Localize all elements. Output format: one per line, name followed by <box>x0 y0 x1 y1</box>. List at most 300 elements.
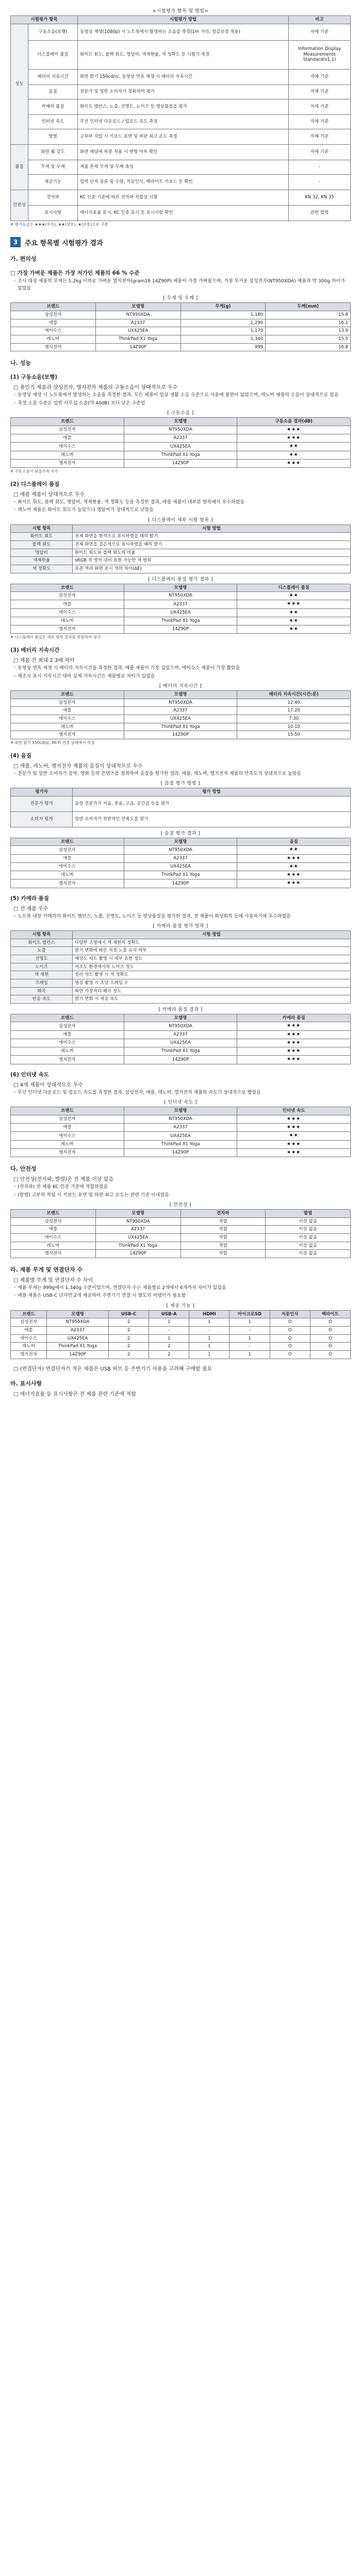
cell-model: ThinkPad X1 Yoga <box>124 451 237 459</box>
cell-usba: - <box>149 1327 189 1335</box>
cell-emf: 적합 <box>180 1226 266 1234</box>
cell-model: UX425EA <box>124 862 237 871</box>
cell-fingerprint: O <box>270 1334 310 1343</box>
table-note: ※ 디스플레이 품질은 세부 항목 결과를 종합하여 평가 <box>10 635 101 640</box>
cell-model: NT950XDA <box>47 1318 109 1327</box>
overview-row-item: 무게 및 두께 <box>28 160 78 174</box>
rating-stars: ★★★ <box>237 1056 351 1064</box>
table-header: 모델명 <box>47 1310 109 1318</box>
cell-model: ThinkPad X1 Yoga <box>95 1242 180 1250</box>
overview-group-label: 성능 <box>11 24 28 144</box>
section-title: 주요 항목별 시험평가 결과 <box>25 239 103 247</box>
cell-backlight: O <box>310 1327 350 1335</box>
table-row <box>11 707 351 715</box>
cell-method: 저조도 환경에서의 노이즈 정도 <box>73 963 351 971</box>
overview-row-note: 자체 기준 <box>289 129 351 144</box>
table-row <box>11 947 351 955</box>
cell-method: 일반 소비자가 전반적인 만족도를 평가 <box>73 811 351 827</box>
cell-model: 14Z90P <box>124 879 237 888</box>
table-header: 모델명 <box>124 418 237 426</box>
cell-brand: 삼성전자 <box>11 1217 96 1226</box>
table-row <box>11 963 351 971</box>
cell-model: 14Z90P <box>124 1148 237 1157</box>
table-header: 평가자 <box>11 788 73 796</box>
cell-brand: 레노버 <box>11 1047 124 1056</box>
cell-brand: 엘지전자 <box>11 1056 124 1064</box>
item-title: (3) 배터리 지속시간 <box>10 647 60 654</box>
overview-row-note: 자체 기준 <box>289 144 351 160</box>
rating-stars: ★★ <box>237 846 351 854</box>
overview-row-item: 표시사항 <box>28 205 78 221</box>
cell-model: ThinkPad X1 Yoga <box>124 723 237 731</box>
item-title: (5) 카메라 품질 <box>10 895 49 902</box>
overview-row-method: 화면 밝기 150cd/㎡, 동영상 연속 재생 시 배터리 지속시간 <box>78 69 289 84</box>
cell-method: 음향 전문가가 저음, 중음, 고음, 공간감 등을 평가 <box>73 796 351 811</box>
table-row <box>11 1250 351 1258</box>
cell-model: 14Z90P <box>124 731 237 739</box>
camera-result-table <box>10 1014 351 1064</box>
cell-emf: 적합 <box>180 1250 266 1258</box>
cell-heat: 이상 없음 <box>266 1242 351 1250</box>
cell-model: UX425EA <box>95 1233 180 1242</box>
table-row <box>11 541 351 549</box>
cell-model: 14Z90P <box>95 343 180 351</box>
finding-bullet: ◦ (발열) 고부하 작업 시 키보드 표면 및 하판 최고 온도는 관련 기준 이내였음 <box>13 1192 169 1198</box>
table-row <box>11 434 351 443</box>
overview-footnote: ※ 평가등급은 ★★★(우수), ★★(양호), ★(보통)으로 구분 <box>10 222 108 227</box>
cell-sd: - <box>229 1327 270 1335</box>
safety-table <box>10 1209 351 1258</box>
overview-row-method: 에너지효율 표시, KC 인증 표시 등 표시사항 확인 <box>78 205 289 221</box>
table-header: 배터리 지속시간(시간:분) <box>237 691 351 699</box>
overview-row-note: 자체 기준 <box>289 114 351 129</box>
cell-fingerprint: O <box>270 1318 310 1327</box>
cell-item: 소비자 평가 <box>11 811 73 827</box>
cell-brand: 에이수스 <box>11 327 96 335</box>
camera-method-table <box>10 930 351 1004</box>
table-header: 두께(mm) <box>266 303 351 311</box>
table-caption: [ 안전성 ] <box>169 1202 192 1208</box>
cell-brand: 애플 <box>11 854 124 862</box>
overview-row-method: 전문가 및 일반 소비자가 청취하여 평가 <box>78 84 289 99</box>
table-header: 모델명 <box>124 584 237 592</box>
table-header: 디스플레이 품질 <box>237 584 351 592</box>
table-header: 모델명 <box>95 1210 180 1218</box>
overview-row-note: 자체 기준 <box>289 84 351 99</box>
table-note: ※ 구동소음이 낮을수록 우수 <box>10 469 59 473</box>
cell-brand: 레노버 <box>11 617 124 625</box>
overview-row-method: 제품 본체 무게 및 두께 측정 <box>78 160 289 174</box>
cell-brand: 에이수스 <box>11 1233 96 1242</box>
rating-stars: ★★★ <box>237 871 351 879</box>
table-caption: [ 카메라 품질 평가 항목 ] <box>153 924 208 929</box>
cell-model: NT950XDA <box>124 699 237 707</box>
table-header: 브랜드 <box>11 838 124 846</box>
cell-emf: 적합 <box>180 1233 266 1242</box>
cell-model: A2337 <box>124 854 237 862</box>
rating-stars: ★★ <box>237 608 351 617</box>
cell-model: UX425EA <box>124 608 237 617</box>
section-number: 3 <box>10 237 21 247</box>
cell-brand: 엘지전자 <box>11 879 124 888</box>
table-row <box>11 846 351 854</box>
table-row <box>11 1030 351 1039</box>
cell-backlight: O <box>310 1350 350 1359</box>
table-header: 무게(g) <box>180 303 266 311</box>
table-header: 모델명 <box>124 691 237 699</box>
rating-stars: ★★★ <box>237 1039 351 1047</box>
table-caption: [ 제공 기능 ] <box>166 1303 195 1309</box>
overview-group-label: 안전성 <box>11 190 28 221</box>
rating-stars: ★★★ <box>237 879 351 888</box>
table-header: 브랜드 <box>11 303 96 311</box>
overview-row-item: 제공기능 <box>28 174 78 190</box>
finding-heading: □ (연결단자) 연결단자가 적은 제품은 USB 허브 등 주변기기 사용을 고려해 구매할 필요 <box>13 1366 212 1372</box>
finding-heading: □ 에너지효율 등 표시사항은 전 제품 관련 기준에 적합 <box>13 1391 136 1397</box>
table-caption: [ 인터넷 속도 ] <box>163 1100 198 1106</box>
cell-usba: 2 <box>149 1343 189 1351</box>
table-header: 브랜드 <box>11 1310 47 1318</box>
finding-bullet: ◦ 노트북 내장 카메라의 화이트 밸런스, 노출, 선명도, 노이즈 등 영상품질을 평가한 결과, 전 제품이 화상회의 등에 사용하기에 우수하였음 <box>13 913 291 919</box>
cell-brand: 레노버 <box>11 1140 124 1148</box>
cell-model: A2337 <box>124 1124 237 1132</box>
overview-table <box>10 15 351 221</box>
cell-item: 색재현율 <box>11 557 73 565</box>
cell-brand: 삼성전자 <box>11 1022 124 1030</box>
cell-model: UX425EA <box>47 1334 109 1343</box>
table-caption: [ 배터리 지속시간 ] <box>159 684 202 689</box>
cell-backlight: O <box>310 1343 350 1351</box>
overview-row-item: 음질 <box>28 84 78 99</box>
cell-method: 화이트 휘도와 블랙 휘도의 비율 <box>73 549 351 557</box>
overview-row-method: 고부하 작업 시 키보드 표면 및 하판 최고 온도 측정 <box>78 129 289 144</box>
table-header: 시험 방법 <box>73 931 351 939</box>
finding-bullet: ◦ 레노버 제품은 화이트 휘도가 높았으나 명암비가 상대적으로 낮았음 <box>13 507 154 513</box>
overview-row-item: 화면 휨 강도 <box>28 144 78 160</box>
subsection-title: 가. 편의성 <box>10 256 37 263</box>
cell-brand: 삼성전자 <box>11 1318 47 1327</box>
cell-hdmi: 1 <box>189 1350 229 1359</box>
sound-result-table <box>10 838 351 888</box>
table-caption: [ 카메라 품질 결과 ] <box>158 1007 203 1012</box>
overview-row-item: 전자파 <box>28 190 78 205</box>
cell-battery: 15:50 <box>237 731 351 739</box>
cell-backlight: O <box>310 1334 350 1343</box>
table-row <box>11 557 351 565</box>
overview-row-item: 구동소음(보행) <box>28 24 78 40</box>
cell-method: 영상 촬영 시 초당 프레임 수 <box>73 979 351 987</box>
table-header: USB-C <box>109 1310 149 1318</box>
table-row <box>11 459 351 467</box>
cell-brand: 삼성전자 <box>11 1115 124 1123</box>
overview-row-note: 관련 법령 <box>289 205 351 221</box>
item-title: (1) 구동소음(보행) <box>10 374 58 381</box>
cell-model: ThinkPad X1 Yoga <box>124 1047 237 1056</box>
table-header: 발열 <box>266 1210 351 1218</box>
table-header: 백라이트 <box>310 1310 350 1318</box>
table-header: 브랜드 <box>11 418 124 426</box>
item-title: (4) 음질 <box>10 752 31 759</box>
cell-brand: 레노버 <box>11 451 124 459</box>
cell-brand: 에이수스 <box>11 1132 124 1140</box>
table-row <box>11 592 351 600</box>
cell-model: UX425EA <box>124 715 237 723</box>
sound-method-table <box>10 788 351 827</box>
subsection-title: 나. 성능 <box>10 360 31 367</box>
table-header: 모델명 <box>124 1107 237 1115</box>
finding-heading: □ 제품 간 최대 2.3배 차이 <box>13 658 75 664</box>
cell-item: 선명도 <box>11 955 73 963</box>
cell-brand: 에이수스 <box>11 608 124 617</box>
table-header: 음질 <box>237 838 351 846</box>
cell-method: 전체 화면을 흰색으로 표시하였을 때의 밝기 <box>73 533 351 541</box>
table-row <box>11 987 351 995</box>
cell-model: A2337 <box>47 1327 109 1335</box>
cell-heat: 이상 없음 <box>266 1250 351 1258</box>
overview-row-note: 자체 기준 <box>289 99 351 114</box>
table-row <box>11 549 351 557</box>
cell-weight: 1,170 <box>180 327 266 335</box>
cell-usba: 2 <box>149 1350 189 1359</box>
cell-heat: 이상 없음 <box>266 1233 351 1242</box>
table-header: USB-A <box>149 1310 189 1318</box>
cell-model: NT950XDA <box>124 1022 237 1030</box>
cell-thickness: 16.8 <box>266 343 351 351</box>
table-row <box>11 533 351 541</box>
rating-stars: ★★ <box>237 862 351 871</box>
cell-brand: 애플 <box>11 707 124 715</box>
cell-model: NT950XDA <box>95 1217 180 1226</box>
overview-row-note: Information Display Measurements Standard(v1.1) <box>289 40 351 69</box>
rating-stars: ★★★ <box>237 1148 351 1157</box>
cell-model: NT950XDA <box>124 426 237 434</box>
cell-usbc: 2 <box>109 1343 149 1351</box>
cell-fingerprint: O <box>270 1343 310 1351</box>
cell-brand: 애플 <box>11 434 124 443</box>
table-row <box>11 871 351 879</box>
cell-weight: 1,180 <box>180 311 266 319</box>
cell-brand: 삼성전자 <box>11 426 124 434</box>
battery-table <box>10 690 351 739</box>
table-caption: [ 음질 평가 결과 ] <box>160 831 201 836</box>
cell-usbc: 2 <box>109 1334 149 1343</box>
table-row <box>11 699 351 707</box>
cell-brand: 엘지전자 <box>11 459 124 467</box>
rating-stars: ★★★ <box>237 1022 351 1030</box>
finding-heading: □ 가장 가벼운 제품은 가장 저가인 제품의 66 % 수준 <box>10 270 140 277</box>
cell-method: 다양한 조명에서 색 재현의 정확도 <box>73 939 351 947</box>
table-row <box>11 723 351 731</box>
cell-brand: 에이수스 <box>11 1039 124 1047</box>
finding-heading: □ 애플 제품이 상대적으로 우수 <box>13 492 85 498</box>
cell-thickness: 16.1 <box>266 319 351 327</box>
overview-caption: <시험평가 항목 및 방법> <box>152 9 209 14</box>
table-row <box>11 939 351 947</box>
overview-row-method: 화이트 밸런스, 노출, 선명도, 노이즈 등 영상품질을 평가 <box>78 99 289 114</box>
overview-row-method: 화이트 휘도, 블랙 휘도, 명암비, 색재현율, 색 정확도 등 시험기 측정 <box>78 40 289 69</box>
table-row <box>11 1350 351 1359</box>
cell-model: UX425EA <box>124 1039 237 1047</box>
cell-model: NT950XDA <box>95 311 180 319</box>
cell-model: UX425EA <box>124 443 237 451</box>
cell-model: NT950XDA <box>124 1115 237 1123</box>
item-title: (2) 디스플레이 품질 <box>10 481 60 487</box>
rating-stars: ★★★ <box>237 1047 351 1056</box>
table-row <box>11 327 351 335</box>
cell-model: A2337 <box>124 434 237 443</box>
overview-row-note: 자체 기준 <box>289 69 351 84</box>
display-method-table <box>10 524 351 573</box>
rating-stars: ★★★ <box>237 1115 351 1123</box>
cell-model: UX425EA <box>95 327 180 335</box>
table-header: 인터넷 속도 <box>237 1107 351 1115</box>
table-row <box>11 715 351 723</box>
cell-battery: 7:30 <box>237 715 351 723</box>
cell-weight: 1,290 <box>180 319 266 327</box>
cell-brand: 엘지전자 <box>11 731 124 739</box>
rating-stars: ★★★ <box>237 434 351 443</box>
table-header: HDMI <box>189 1310 229 1318</box>
rating-stars: ★★ <box>237 592 351 600</box>
finding-bullet: ◦ 제조사 표시 지속시간 대비 실제 지속시간은 제품별로 차이가 있었음 <box>13 673 155 679</box>
overview-row-item: 카메라 품질 <box>28 99 78 114</box>
cell-method: 밝기 변화 시 적응 속도 <box>73 995 351 1004</box>
cell-brand: 애플 <box>11 1030 124 1039</box>
cell-brand: 애플 <box>11 1124 124 1132</box>
rating-stars: ★★★ <box>237 459 351 467</box>
cell-fingerprint: O <box>270 1350 310 1359</box>
overview-row-note: 자체 기준 <box>289 24 351 40</box>
cell-heat: 이상 없음 <box>266 1217 351 1226</box>
cell-brand: 엘지전자 <box>11 1250 96 1258</box>
cell-model: A2337 <box>124 600 237 608</box>
cell-brand: 에이수스 <box>11 1334 47 1343</box>
cell-item: 색 정확도 <box>11 565 73 573</box>
table-row <box>11 1226 351 1234</box>
finding-heading: □ 안전성(전자파, 발열)은 전 제품 이상 없음 <box>13 1177 114 1182</box>
table-row <box>11 1242 351 1250</box>
overview-row-method: 동영상 재생(1080p) 시 노트북에서 발생하는 소음을 측정(1m 거리, 청감보정 적용) <box>78 24 289 40</box>
cell-method: sRGB 색 영역 대비 표현 가능한 색 범위 <box>73 557 351 565</box>
overview-group-label: 품질 <box>11 144 28 190</box>
table-row <box>11 608 351 617</box>
cell-usbc: 2 <box>109 1327 149 1335</box>
finding-bullet: ◦ 제품 무게는 999g에서 1,340g 수준이었으며, 연결단자 수는 제품별로 2개에서 6개까지 차이가 있었음 <box>13 1285 226 1291</box>
cell-sd: 1 <box>229 1350 270 1359</box>
table-row <box>11 995 351 1004</box>
cell-brand: 에이수스 <box>11 715 124 723</box>
overview-row-note: - <box>289 174 351 190</box>
cell-battery: 17:20 <box>237 707 351 715</box>
table-header: 모델명 <box>95 303 180 311</box>
table-row <box>11 811 351 827</box>
finding-heading: □ 전 제품 우수 <box>13 906 48 912</box>
rating-stars: ★★ <box>237 617 351 625</box>
finding-bullet: ◦ 무선 인터넷 다운로드 및 업로드 속도를 측정한 결과, 삼성전자, 애플, 레노버, 엘지전자 제품의 속도가 상대적으로 빨랐음 <box>13 1090 261 1095</box>
cell-emf: 적합 <box>180 1242 266 1250</box>
finding-bullet: ◦ 동영상 연속 재생 시 배터리 지속시간을 측정한 결과, 애플 제품이 가장 길었으며, 에이수스 제품이 가장 짧았음 <box>13 666 240 671</box>
cell-hdmi: - <box>189 1327 229 1335</box>
cell-brand: 엘지전자 <box>11 343 96 351</box>
cell-brand: 에이수스 <box>11 862 124 871</box>
cell-item: 전문가 평가 <box>11 796 73 811</box>
cell-model: A2337 <box>124 1030 237 1039</box>
cell-model: NT950XDA <box>124 592 237 600</box>
table-header: 브랜드 <box>11 1210 96 1218</box>
cell-model: A2337 <box>124 707 237 715</box>
table-row <box>11 1047 351 1056</box>
table-header: 카메라 품질 <box>237 1014 351 1022</box>
table-header: 마이크로SD <box>229 1310 270 1318</box>
cell-brand: 애플 <box>11 600 124 608</box>
table-header: 평가 방법 <box>73 788 351 796</box>
table-header: 브랜드 <box>11 1107 124 1115</box>
rating-stars: ★★★ <box>237 1140 351 1148</box>
cell-usbc: 2 <box>109 1350 149 1359</box>
table-header: 모델명 <box>124 838 237 846</box>
table-row <box>11 335 351 343</box>
cell-sd: 1 <box>229 1318 270 1327</box>
table-row <box>11 343 351 351</box>
cell-model: 14Z90P <box>124 625 237 634</box>
table-row <box>11 1140 351 1148</box>
overview-row-item: 발열 <box>28 129 78 144</box>
finding-heading: □ 제품별 무게 및 연결단자 수 차이 <box>13 1277 93 1283</box>
cell-item: 명암비 <box>11 549 73 557</box>
table-row <box>11 796 351 811</box>
cell-model: ThinkPad X1 Yoga <box>124 871 237 879</box>
table-row <box>11 1115 351 1123</box>
cell-thickness: 15.8 <box>266 311 351 319</box>
table-row <box>11 1039 351 1047</box>
overview-row-note: - <box>289 160 351 174</box>
table-row <box>11 862 351 871</box>
cell-brand: 삼성전자 <box>11 699 124 707</box>
overview-row-item: 인터넷 속도 <box>28 114 78 129</box>
cell-model: NT950XDA <box>124 846 237 854</box>
overview-header-note: 비고 <box>289 16 351 24</box>
finding-heading: □ 애플, 레노버, 엘지전자 제품의 음질이 상대적으로 우수 <box>13 763 143 769</box>
table-row <box>11 1343 351 1351</box>
cell-method: 해상도 차트 촬영 시 세부 표현 정도 <box>73 955 351 963</box>
ports-table <box>10 1310 351 1359</box>
cell-model: ThinkPad X1 Yoga <box>47 1343 109 1351</box>
cell-weight: 999 <box>180 343 266 351</box>
cell-model: A2337 <box>95 1226 180 1234</box>
cell-usba: 1 <box>149 1318 189 1327</box>
finding-bullet: ◦ 전문가 및 일반 소비자가 음악, 영화 등의 콘텐츠를 청취하여 음질을 평가한 결과, 애플, 레노버, 엘지전자 제품의 만족도가 상대적으로 높았음 <box>13 771 301 776</box>
table-row <box>11 879 351 888</box>
table-caption: [ 디스플레이 품질 평가 결과 ] <box>148 577 213 582</box>
table-header: 브랜드 <box>11 1014 124 1022</box>
table-row <box>11 600 351 608</box>
cell-sd: 1 <box>229 1334 270 1343</box>
finding-bullet: ◦ 동영상 재생 시 노트북에서 발생하는 소음을 측정한 결과, 모든 제품이 일상 생활 소음 수준으로 사용에 불편이 없었으며, 레노버 제품의 소음이 상대적으로 컸음 <box>13 393 339 398</box>
cell-item: 색 재현 <box>11 971 73 979</box>
cell-usba: 1 <box>149 1334 189 1343</box>
table-row <box>11 1327 351 1335</box>
cell-model: A2337 <box>95 319 180 327</box>
table-header: 브랜드 <box>11 584 124 592</box>
table-caption: [ 무게 및 두께 ] <box>163 296 198 301</box>
table-note: ※ 화면 밝기 150cd/㎡, Wi-Fi 연결 상태에서 측정 <box>10 740 95 745</box>
cell-item: 노출 <box>11 947 73 955</box>
cell-model: ThinkPad X1 Yoga <box>95 335 180 343</box>
cell-sd: - <box>229 1343 270 1351</box>
cell-heat: 이상 없음 <box>266 1226 351 1234</box>
noise-table <box>10 417 351 468</box>
cell-model: 14Z90P <box>124 459 237 467</box>
